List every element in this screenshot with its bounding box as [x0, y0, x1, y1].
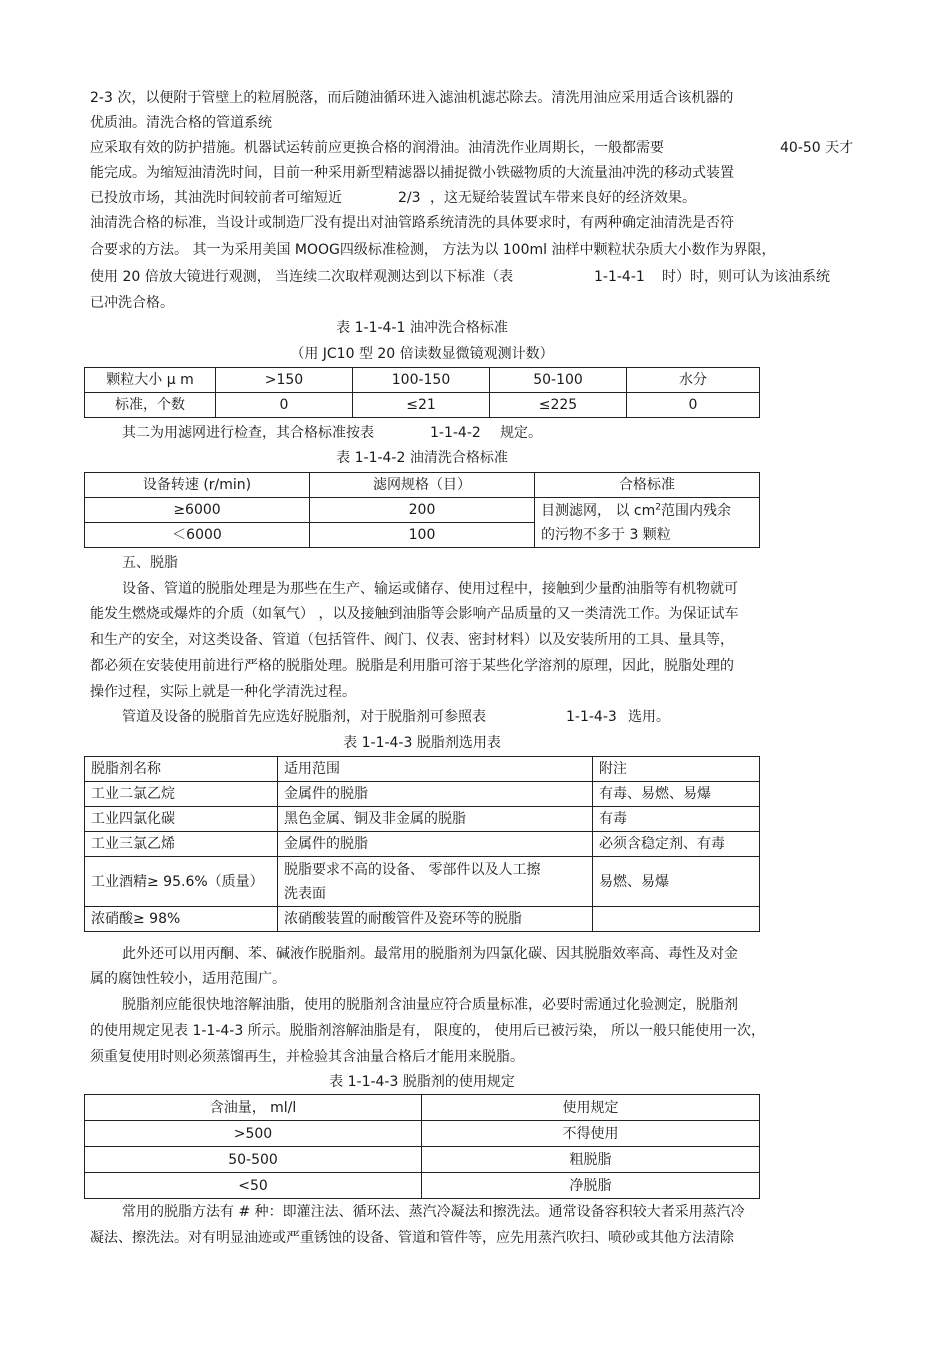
table-row [85, 1173, 760, 1199]
table-cell: 必须含稳定剂、有毒 [593, 832, 760, 857]
section5-select-text: 管道及设备的脱脂首先应选好脱脂剂，对于脱脂剂可参照表 [122, 709, 486, 725]
table-cell: 有毒 [593, 807, 760, 832]
between1-tail: 规定。 [500, 425, 542, 441]
para1-line3: 应采取有效的防护措施。机器试运转前应更换合格的润滑油。油清洗作业周期长，一般都需要 [90, 140, 664, 156]
table-cell: 0 [627, 393, 760, 418]
table-cell: 附注 [593, 757, 760, 782]
section5-heading: 五、脱脂 [122, 555, 178, 571]
table-cell: 合格标准 [535, 473, 760, 498]
between1-ref: 1-1-4-2 [430, 425, 481, 441]
table-cell: 易燃、易爆 [593, 857, 760, 907]
section5-line1: 设备、管道的脱脂处理是为那些在生产、输运或储存、使用过程中，接触到少量酌油脂等有机物就可 [122, 581, 738, 597]
para1-line5-mid: 2/3 [398, 190, 421, 206]
section5-line4: 都必须在安装使用前进行严格的脱脂处理。脱脂是利用脂可溶于某些化学溶剂的原理，因此，脱脂处理的 [90, 658, 734, 674]
section5-line3: 和生产的安全，对这类设备、管道（包括管件、阀门、仪表、密封材料）以及安装所用的工具、量具等， [90, 632, 734, 648]
table-row [85, 1121, 760, 1147]
table-cell: 200 [310, 498, 535, 523]
para1-line7: 合要求的方法。 其一为采用美国 MOOG四级标准检测， 方法为以 100ml 油样中颗粒状杂质大小数作为界限， [90, 242, 776, 258]
para2-line5: 须重复使用时则必须蒸馏再生，并检验其含油量合格后才能用来脱脂。 [90, 1049, 524, 1065]
table-row [85, 368, 760, 393]
para1-line4: 能完成。为缩短油清洗时间，目前一种采用新型精滤器以捕捉微小铁磁物质的大流量油冲洗的移动式装置 [90, 165, 734, 181]
table-row [85, 473, 760, 498]
table-cell: 50-100 [490, 368, 627, 393]
table-row [85, 1095, 760, 1121]
table-cell-merged [535, 498, 760, 548]
para1-line5-right: ，这无疑给装置试车带来良好的经济效果。 [430, 190, 696, 206]
para1-line5: 已投放市场，其油洗时间较前者可缩短近 [90, 190, 342, 206]
scope-line1: 脱脂要求不高的设备、 零部件以及人工擦 [284, 861, 541, 878]
table-cell: 适用范围 [278, 757, 593, 782]
para2-line1: 此外还可以用丙酮、苯、碱液作脱脂剂。最常用的脱脂剂为四氯化碳、因其脱脂效率高、毒性及对金 [122, 946, 738, 962]
para3-line1: 常用的脱脂方法有 # 种：即灌注法、循环法、蒸汽冷凝法和擦洗法。通常设备容积较大者采用蒸汽冷 [122, 1204, 745, 1220]
table-cell: 有毒、易燃、易爆 [593, 782, 760, 807]
section5-select-tail: 选用。 [628, 709, 670, 725]
table3 [84, 756, 760, 932]
table-cell: 标准，个数 [85, 393, 216, 418]
para1-line9: 已冲洗合格。 [90, 295, 174, 311]
table-cell-two-line [278, 857, 593, 907]
table-cell: 滤网规格（目） [310, 473, 535, 498]
para1-line8-right: 时）时，则可认为该油系统 [662, 269, 830, 285]
table-cell: 工业二氯乙烷 [85, 782, 278, 807]
merged-line1 [541, 499, 753, 523]
table-cell: 浓硝酸装置的耐酸管件及瓷环等的脱脂 [278, 907, 593, 932]
table-cell: 净脱脂 [422, 1173, 760, 1199]
table-cell: 使用规定 [422, 1095, 760, 1121]
para1-line1: 2-3 次，以便附于管壁上的粒屑脱落，而后随油循环进入滤油机滤芯除去。清洗用油应采用适合该机器的 [90, 90, 734, 106]
table-cell: 设备转速 (r/min) [85, 473, 310, 498]
table-row [85, 757, 760, 782]
table-cell: 黑色金属、铜及非金属的脱脂 [278, 807, 593, 832]
table-cell: 50-500 [85, 1147, 422, 1173]
table2 [84, 472, 760, 548]
merged-sup: 2 [655, 501, 661, 512]
table-cell: >150 [216, 368, 353, 393]
table-cell: 0 [216, 393, 353, 418]
table-cell: ≤225 [490, 393, 627, 418]
table-cell: 水分 [627, 368, 760, 393]
table-cell: 工业四氯化碳 [85, 807, 278, 832]
table-cell [593, 907, 760, 932]
table-cell: 浓硝酸≥ 98% [85, 907, 278, 932]
para2-line3: 脱脂剂应能很快地溶解油脂，使用的脱脂剂含油量应符合质量标准，必要时需通过化验测定，脱脂剂 [122, 997, 738, 1013]
section5-line2: 能发生燃烧或爆炸的介质（如氧气） ，以及接触到油脂等会影响产品质量的又一类清洗工作。为保证试车 [90, 606, 739, 622]
table1 [84, 367, 760, 418]
between1-text: 其二为用滤网进行检查，其合格标准按表 [122, 425, 374, 441]
table-row [85, 393, 760, 418]
table-cell: 不得使用 [422, 1121, 760, 1147]
table2-title: 表 1-1-4-2 油清洗合格标准 [336, 450, 508, 466]
para1-line3-right: 40-50 天才 [780, 140, 854, 156]
table-cell: 脱脂剂名称 [85, 757, 278, 782]
table1-subtitle: （用 JC10 型 20 倍读数显微镜观测计数） [290, 346, 554, 362]
table-cell: >500 [85, 1121, 422, 1147]
merged-line1-a: 目测滤网， 以 cm [541, 502, 656, 519]
table-row [85, 832, 760, 857]
para2-line2: 属的腐蚀性较小，适用范围广。 [90, 971, 286, 987]
table4 [84, 1094, 760, 1199]
section5-line5: 操作过程，实际上就是一种化学清洗过程。 [90, 684, 356, 700]
table-row [85, 807, 760, 832]
table-cell: 金属件的脱脂 [278, 832, 593, 857]
table-row [85, 907, 760, 932]
table-row [85, 782, 760, 807]
table-cell: 工业酒精≥ 95.6%（质量） [85, 857, 278, 907]
table-row [85, 1147, 760, 1173]
table3-title: 表 1-1-4-3 脱脂剂选用表 [343, 735, 501, 751]
table-cell: 含油量， ml/l [85, 1095, 422, 1121]
merged-line1-b: 范围内残余 [660, 502, 731, 519]
para1-line2: 优质油。清洗合格的管道系统 [90, 115, 272, 131]
table-row [85, 857, 760, 907]
table-cell: 100 [310, 523, 535, 548]
table-cell: 粗脱脂 [422, 1147, 760, 1173]
table-row [85, 498, 760, 523]
scope-line2: 洗表面 [284, 885, 326, 902]
para3-line2: 凝法、擦洗法。对有明显油迹或严重锈蚀的设备、管道和管件等，应先用蒸汽吹扫、喷砂或其他方法清除 [90, 1230, 734, 1246]
table-cell: ＜6000 [85, 523, 310, 548]
merged-line2: 的污物不多于 3 颗粒 [541, 526, 671, 543]
table-cell: 金属件的脱脂 [278, 782, 593, 807]
table-cell: 颗粒大小 μ m [85, 368, 216, 393]
table1-title: 表 1-1-4-1 油冲洗合格标准 [336, 320, 508, 336]
table-cell: 100-150 [353, 368, 490, 393]
table4-title: 表 1-1-4-3 脱脂剂的使用规定 [329, 1074, 515, 1090]
section5-select-ref: 1-1-4-3 [566, 709, 617, 725]
para1-line8: 使用 20 倍放大镜进行观测， 当连续二次取样观测达到以下标准（表 [90, 269, 514, 285]
para1-line8-mid: 1-1-4-1 [594, 269, 645, 285]
table-cell: 工业三氯乙烯 [85, 832, 278, 857]
para1-line6: 油清洗合格的标准，当设计或制造厂没有提出对油管路系统清洗的具体要求时，有两种确定油清洗是否符 [90, 215, 734, 231]
table-cell: ≥6000 [85, 498, 310, 523]
table-cell: ≤21 [353, 393, 490, 418]
table-cell: <50 [85, 1173, 422, 1199]
para2-line4: 的使用规定见表 1-1-4-3 所示。脱脂剂溶解油脂是有， 限度的， 使用后已被污染， 所以一般只能使用一次， [90, 1023, 766, 1039]
